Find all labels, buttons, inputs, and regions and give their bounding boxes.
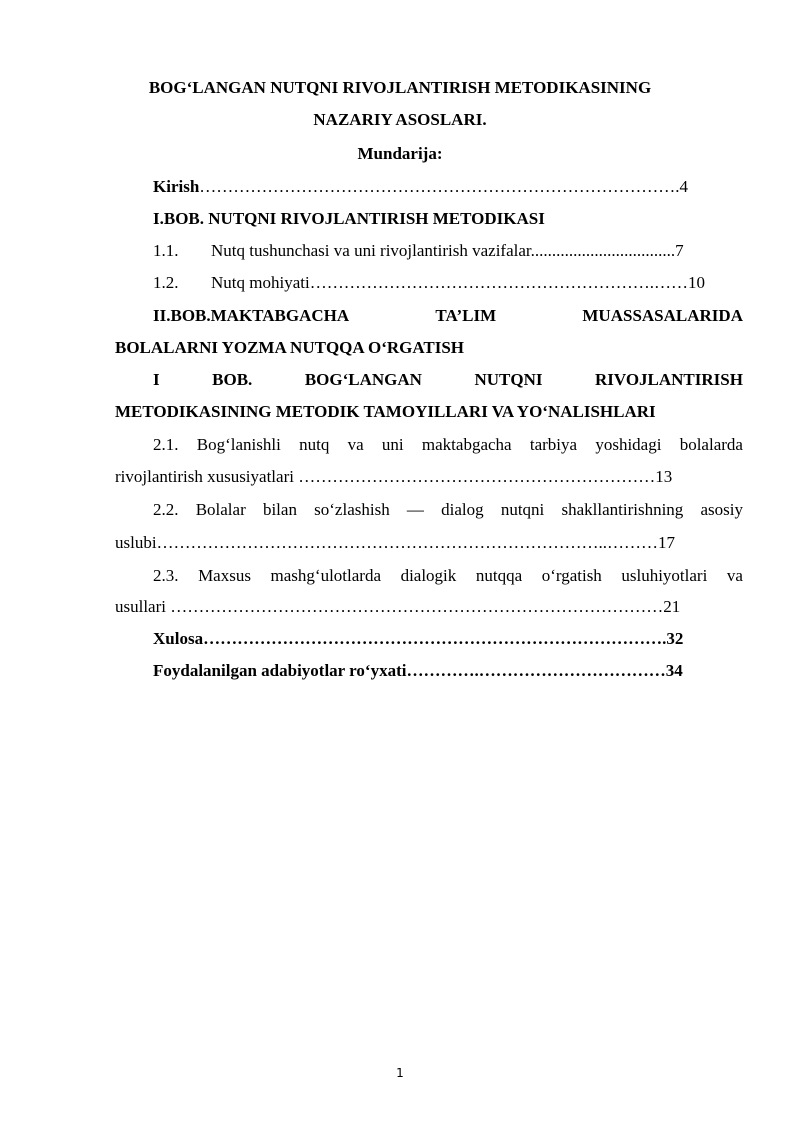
toc-2-3-word: dialogik <box>400 566 457 585</box>
toc-2-2-word: nutqni <box>500 500 545 519</box>
toc-kirish-label: Kirish <box>153 177 200 196</box>
toc-chapter3-word: NUTQNI <box>474 370 543 389</box>
document-title-line2: NAZARIY ASOSLARI. <box>313 110 487 129</box>
toc-1-2-number: 1.2. <box>153 273 179 292</box>
toc-2-1-word: uni <box>381 435 404 454</box>
toc-chapter2-word: MUASSASALARIDA <box>582 306 743 325</box>
toc-entry-2-3-line1 <box>153 566 743 586</box>
toc-2-3-word: 2.3. <box>153 566 179 585</box>
toc-entry-references: Foydalanilgan adabiyotlar ro‘yxati………….……………………………34 <box>153 661 683 680</box>
toc-entry-1-1 <box>153 241 684 261</box>
toc-2-2-word: 2.2. <box>153 500 179 519</box>
toc-2-1-word: bolalarda <box>679 435 743 454</box>
toc-chapter3-word: BOB. <box>212 370 253 389</box>
toc-chapter3-word: I <box>153 370 160 389</box>
toc-2-1-word: nutq <box>299 435 330 454</box>
toc-2-2-word: shakllantirishning <box>561 500 684 519</box>
toc-chapter2-word: TA’LIM <box>435 306 497 325</box>
toc-entry-xulosa: Xulosa……………………………………………………………………….32 <box>153 629 684 648</box>
toc-kirish-leader: ………………………………………………………………………….4 <box>199 177 689 196</box>
toc-2-1-word: va <box>347 435 364 454</box>
toc-entry-kirish <box>153 177 688 197</box>
toc-chapter3-word: RIVOJLANTIRISH <box>594 370 743 389</box>
toc-entry-2-1-line2: rivojlantirish xususiyatlari ………………………………………………………13 <box>115 467 673 486</box>
toc-chapter1-title: I.BOB. NUTQNI RIVOJLANTIRISH METODIKASI <box>153 209 545 228</box>
toc-chapter2-line2: BOLALARNI YOZMA NUTQQA O‘RGATISH <box>115 338 465 357</box>
toc-2-3-word: usluhiyotlari <box>621 566 708 585</box>
toc-chapter2-word: II.BOB.MAKTABGACHA <box>153 306 350 325</box>
toc-2-2-word: bilan <box>262 500 297 519</box>
toc-2-2-word: Bolalar <box>195 500 246 519</box>
toc-chapter3-line1 <box>153 370 743 390</box>
toc-2-2-word: asosiy <box>700 500 743 519</box>
toc-1-2-text: Nutq mohiyati…………………………………………………….……10 <box>211 273 705 292</box>
toc-2-2-word: — <box>406 500 424 519</box>
page-number: 1 <box>396 1066 404 1080</box>
toc-2-2-word: dialog <box>441 500 484 519</box>
toc-1-1-text: Nutq tushunchasi va uni rivojlantirish vazifalar..................................7 <box>211 241 684 260</box>
toc-2-3-word: o‘rgatish <box>541 566 602 585</box>
toc-2-2-word: so‘zlashish <box>314 500 390 519</box>
toc-entry-2-2-line1 <box>153 500 743 520</box>
toc-entry-2-3-line2: usullari ……………………………………………………………………………21 <box>115 597 681 616</box>
toc-2-1-word: 2.1. <box>153 435 179 454</box>
contents-heading: Mundarija: <box>357 144 443 163</box>
toc-chapter3-word: BOG‘LANGAN <box>304 370 422 389</box>
toc-2-3-word: mashg‘ulotlarda <box>270 566 381 585</box>
toc-chapter2-line1 <box>153 306 743 326</box>
toc-2-3-word: nutqqa <box>475 566 523 585</box>
toc-entry-1-2 <box>153 273 705 293</box>
toc-2-1-word: maktabgacha <box>421 435 512 454</box>
toc-2-3-word: Maxsus <box>198 566 251 585</box>
toc-1-1-number: 1.1. <box>153 241 179 260</box>
toc-2-3-word: va <box>726 566 743 585</box>
toc-2-1-word: yoshidagi <box>595 435 662 454</box>
document-title-line1: BOG‘LANGAN NUTQNI RIVOJLANTIRISH METODIKASINING <box>148 78 652 97</box>
toc-entry-2-2-line2: uslubi……………………………………………………………………..………17 <box>115 533 676 552</box>
toc-2-1-word: Bog‘lanishli <box>196 435 281 454</box>
toc-chapter3-line2: METODIKASINING METODIK TAMOYILLARI VA YO‘NALISHLARI <box>115 402 656 421</box>
toc-entry-2-1-line1 <box>153 435 743 455</box>
toc-2-1-word: tarbiya <box>529 435 578 454</box>
